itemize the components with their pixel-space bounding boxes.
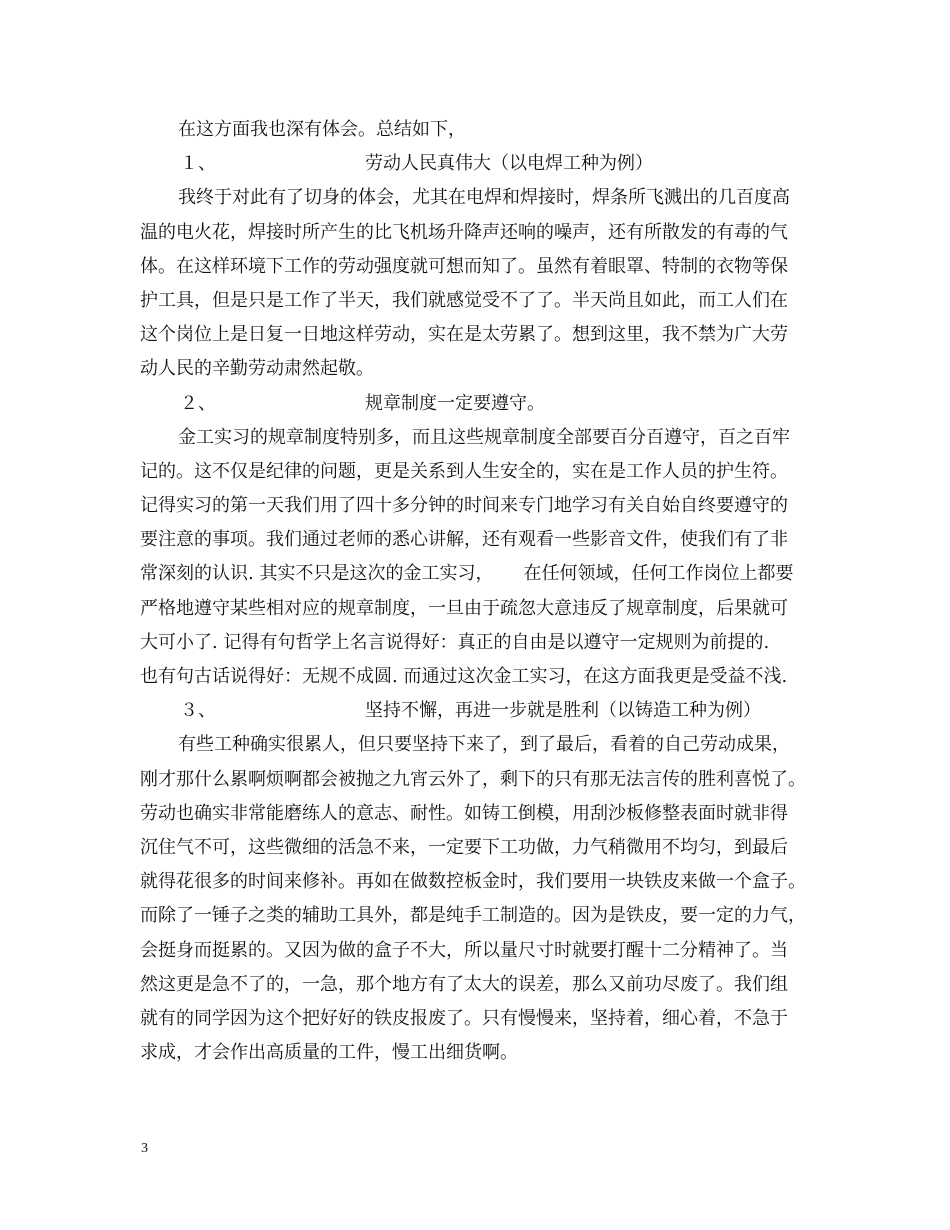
- section-title: 劳动人民真伟大（以电焊工种为例）: [365, 153, 653, 175]
- section-heading: [140, 147, 820, 181]
- text-line: 要注意的事项。我们通过老师的悉心讲解，还有观看一些影音文件，使我们有了非: [140, 529, 788, 551]
- section-title: 坚持不懈，再进一步就是胜利（以铸造工种为例）: [365, 700, 761, 722]
- text-line: 刚才那什么累啊烦啊都会被抛之九宵云外了，剩下的只有那无法言传的胜利喜悦了。: [140, 768, 806, 790]
- text-line: 就得花很多的时间来修补。再如在做数控板金时，我们要用一块铁皮来做一个盒子。: [140, 871, 806, 893]
- text-line: 沉住气不可，这些微细的活急不来，一定要下工功做，力气稍微用不均匀，到最后: [140, 836, 788, 858]
- section-number: ３、: [180, 700, 216, 722]
- text-line: 劳动也确实非常能磨练人的意志、耐性。如铸工倒模，用刮沙板修整表面时就非得: [140, 802, 788, 824]
- paragraph-first-line: 我终于对此有了切身的体会，尤其在电焊和焊接时，焊条所飞溅出的几百度高: [178, 187, 790, 209]
- text-line: 而除了一锤子之类的辅助工具外，都是纯手工制造的。因为是铁皮，要一定的力气，: [140, 905, 806, 927]
- section-number: １、: [180, 153, 216, 175]
- section-number: ２、: [180, 392, 216, 414]
- text-line: [140, 557, 820, 591]
- text-line: 也有句古话说得好：无规不成圆. 而通过这次金工实习，在这方面我更是受益不浅.: [140, 666, 788, 687]
- page-number: 3: [141, 1141, 148, 1156]
- paragraph-first-line: 金工实习的规章制度特别多，而且这些规章制度全部要百分百遵守，百之百牢: [178, 426, 790, 448]
- text-line: 动人民的辛勤劳动肃然起敬。: [140, 358, 374, 380]
- text-line: 然这更是急不了的，一急，那个地方有了太大的误差，那么又前功尽废了。我们组: [140, 973, 788, 995]
- text-segment: 常深刻的认识. 其实不只是这次的金工实习，: [140, 563, 494, 585]
- text-line: 求成，才会作出高质量的工件，慢工出细货啊。: [140, 1042, 518, 1064]
- text-line: 记的。这不仅是纪律的问题，更是关系到人生安全的，实在是工作人员的护生符。: [140, 460, 788, 482]
- text-line: 温的电火花，焊接时所产生的比飞机场升降声还响的噪声，还有所散发的有毒的气: [140, 221, 788, 243]
- text-line: 大可小了. 记得有句哲学上名言说得好：真正的自由是以遵守一定规则为前提的.: [140, 631, 770, 653]
- section-heading: [140, 387, 820, 421]
- paragraph-first-line: 有些工种确实很累人，但只要坚持下来了，到了最后，看着的自己劳动成果，: [178, 734, 790, 756]
- section-heading: [140, 694, 820, 728]
- text-line: 严格地遵守某些相对应的规章制度，一旦由于疏忽大意违反了规章制度，后果就可: [140, 597, 788, 619]
- body-text: [140, 113, 820, 1070]
- text-line: 护工具，但是只是工作了半天，我们就感觉受不了了。半天尚且如此，而工人们在: [140, 289, 788, 311]
- text-line: 会挺身而挺累的。又因为做的盒子不大，所以量尺寸时就要打醒十二分精神了。当: [140, 939, 788, 961]
- text-line: 这个岗位上是日复一日地这样劳动，实在是太劳累了。想到这里，我不禁为广大劳: [140, 324, 788, 346]
- text-line: 体。在这样环境下工作的劳动强度就可想而知了。虽然有着眼罩、特制的衣物等保: [140, 255, 788, 277]
- section-title: 规章制度一定要遵守。: [365, 392, 545, 414]
- paragraph-first-line: 在这方面我也深有体会。总结如下，: [178, 119, 466, 140]
- text-line: 记得实习的第一天我们用了四十多分钟的时间来专门地学习有关自始自终要遵守的: [140, 495, 788, 517]
- text-segment: 在任何领域，任何工作岗位上都要: [523, 563, 794, 585]
- text-line: 就有的同学因为这个把好好的铁皮报废了。只有慢慢来，坚持着，细心着，不急于: [140, 1007, 788, 1029]
